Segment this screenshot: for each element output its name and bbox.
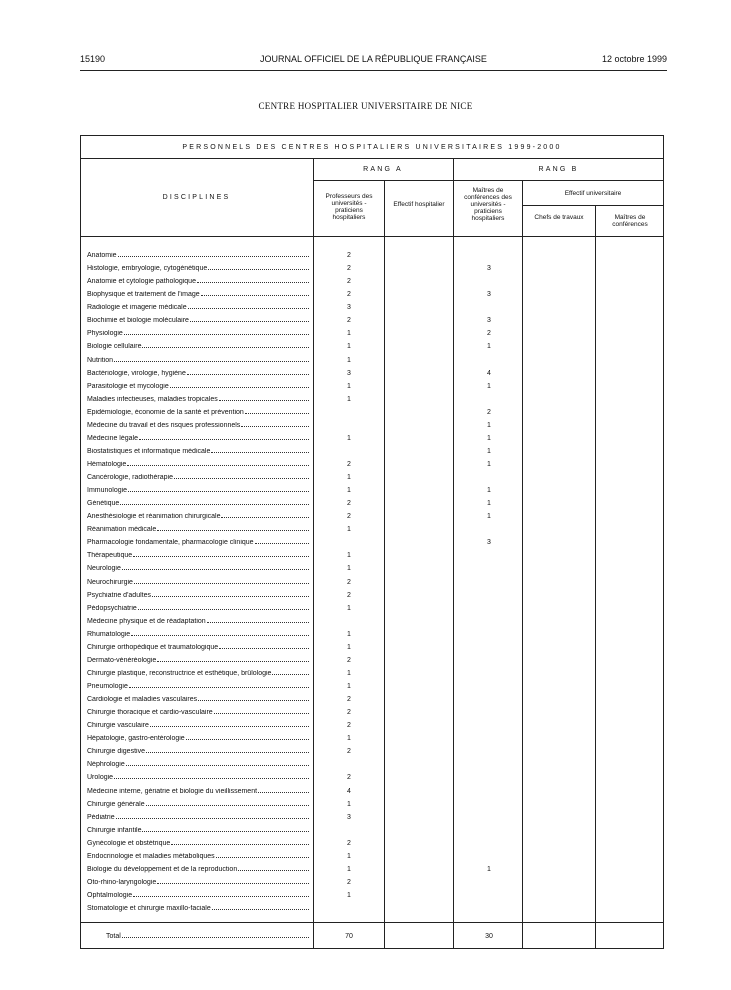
rang-a-value: 2 bbox=[347, 878, 351, 886]
table-row bbox=[82, 394, 662, 407]
leader-dots bbox=[157, 530, 309, 531]
total-row bbox=[82, 931, 662, 944]
leader-dots bbox=[142, 831, 309, 832]
rang-a-value: 2 bbox=[347, 265, 351, 273]
leader-dots bbox=[122, 569, 309, 570]
table-row bbox=[82, 681, 662, 694]
discipline-label: Histologie, embryologie, cytogénétique bbox=[87, 265, 208, 273]
rang-b-value: 3 bbox=[487, 291, 491, 299]
table-row bbox=[82, 577, 662, 590]
rang-b-value: 4 bbox=[487, 369, 491, 377]
leader-dots bbox=[221, 517, 309, 518]
table-row bbox=[82, 733, 662, 746]
discipline-label: Médecine légale bbox=[87, 434, 138, 442]
rang-a-value: 1 bbox=[347, 487, 351, 495]
table-row bbox=[82, 368, 662, 381]
leader-dots bbox=[120, 504, 309, 505]
table-row bbox=[82, 746, 662, 759]
leader-dots bbox=[128, 491, 309, 492]
rang-a-value: 1 bbox=[347, 382, 351, 390]
total-label: Total bbox=[106, 933, 121, 940]
rang-a-value: 1 bbox=[347, 800, 351, 808]
rang-b-value: 1 bbox=[487, 500, 491, 508]
leader-dots bbox=[122, 937, 309, 938]
rang-b-value: 1 bbox=[487, 487, 491, 495]
discipline-label: Psychiatrie d'adultes bbox=[87, 591, 151, 599]
discipline-label: Pédopsychiatrie bbox=[87, 604, 137, 612]
leader-dots bbox=[150, 726, 309, 727]
table-row bbox=[82, 341, 662, 354]
discipline-label: Anatomie et cytologie pathologique bbox=[87, 278, 196, 286]
rang-a-value: 3 bbox=[347, 304, 351, 312]
leader-dots bbox=[186, 739, 309, 740]
effectif-hospitalier-header: Effectif hospitalier bbox=[393, 201, 445, 208]
discipline-label: Gynécologie et obstétrique bbox=[87, 839, 171, 847]
table-row bbox=[82, 877, 662, 890]
rang-a-value: 1 bbox=[347, 643, 351, 651]
discipline-label: Biostatistiques et informatique médicale bbox=[87, 447, 211, 455]
leader-dots bbox=[114, 778, 309, 779]
chefs-travaux-header: Chefs de travaux bbox=[534, 214, 584, 221]
rang-a-value: 2 bbox=[347, 656, 351, 664]
rang-b-value: 1 bbox=[487, 447, 491, 455]
discipline-label: Chirurgie infantile bbox=[87, 826, 142, 834]
discipline-label: Anatomie bbox=[87, 252, 117, 259]
discipline-label: Anesthésiologie et réanimation chirurgicale bbox=[87, 513, 221, 521]
table-row bbox=[82, 563, 662, 576]
table-row bbox=[82, 537, 662, 550]
table-row bbox=[82, 498, 662, 511]
discipline-label: Médecine du travail et des risques professionnels bbox=[87, 421, 241, 429]
table-row bbox=[82, 524, 662, 537]
discipline-label: Nutrition bbox=[87, 356, 114, 364]
rang-a-value: 2 bbox=[347, 513, 351, 521]
rang-a-value: 1 bbox=[347, 891, 351, 899]
table-row bbox=[82, 694, 662, 707]
table-row bbox=[82, 550, 662, 563]
discipline-label: Néphrologie bbox=[87, 761, 125, 769]
leader-dots bbox=[198, 700, 309, 701]
rang-a-value: 2 bbox=[347, 317, 351, 325]
discipline-label: Biologie cellulaire bbox=[87, 343, 142, 351]
leader-dots bbox=[190, 321, 309, 322]
table-row bbox=[82, 250, 662, 263]
leader-dots bbox=[258, 792, 309, 793]
leader-dots bbox=[114, 361, 309, 362]
rang-b-value: 1 bbox=[487, 461, 491, 468]
rang-a-value: 1 bbox=[347, 474, 351, 481]
journal-title: JOURNAL OFFICIEL DE LA RÉPUBLIQUE FRANÇAISE bbox=[260, 54, 487, 64]
discipline-label: Physiologie bbox=[87, 330, 123, 338]
discipline-label: Urologie bbox=[87, 774, 114, 782]
discipline-label: Chirurgie générale bbox=[87, 800, 145, 808]
discipline-label: Ophtalmologie bbox=[87, 891, 133, 899]
table-row bbox=[82, 838, 662, 851]
leader-dots bbox=[127, 465, 309, 466]
rang-a-value: 2 bbox=[347, 291, 351, 299]
leader-dots bbox=[174, 478, 309, 479]
rang-b-header: RANG B bbox=[538, 166, 579, 173]
table-row bbox=[82, 825, 662, 838]
page-number: 15190 bbox=[80, 54, 106, 64]
discipline-label: Neurochirurgie bbox=[87, 578, 133, 586]
table-row bbox=[82, 616, 662, 629]
rang-b-value: 1 bbox=[487, 434, 491, 442]
table-row bbox=[82, 720, 662, 733]
discipline-label: Pédiatrie bbox=[87, 813, 115, 821]
leader-dots bbox=[197, 282, 309, 283]
publication-date: 12 octobre 1999 bbox=[601, 54, 667, 64]
rang-a-value: 1 bbox=[347, 526, 351, 534]
table-row bbox=[82, 407, 662, 420]
table-row bbox=[82, 459, 662, 472]
leader-dots bbox=[138, 609, 309, 610]
discipline-label: Hépatologie, gastro-entérologie bbox=[87, 735, 185, 743]
rang-a-value: 1 bbox=[347, 735, 351, 743]
rang-a-value: 2 bbox=[347, 252, 351, 259]
rang-a-value: 1 bbox=[347, 630, 351, 638]
leader-dots bbox=[208, 269, 309, 270]
rang-b-value: 1 bbox=[487, 421, 491, 429]
leader-dots bbox=[139, 439, 309, 440]
rang-a-value: 2 bbox=[347, 722, 351, 730]
leader-dots bbox=[131, 635, 309, 636]
leader-dots bbox=[124, 334, 309, 335]
leader-dots bbox=[129, 687, 309, 688]
rang-a-value: 2 bbox=[347, 500, 351, 508]
rang-a-value: 3 bbox=[347, 369, 351, 377]
rang-a-value: 1 bbox=[347, 434, 351, 442]
table-row bbox=[82, 668, 662, 681]
rang-a-value: 2 bbox=[347, 696, 351, 703]
discipline-label: Radiologie et imagerie médicale bbox=[87, 304, 187, 312]
rang-b-value: 3 bbox=[487, 317, 491, 325]
rang-b-value: 2 bbox=[487, 408, 491, 416]
leader-dots bbox=[187, 374, 309, 375]
rang-a-value: 1 bbox=[347, 552, 351, 560]
leader-dots bbox=[134, 583, 309, 584]
discipline-label: Pneumologie bbox=[87, 683, 128, 690]
table-caption: PERSONNELS DES CENTRES HOSPITALIERS UNIVERSITAIRES 1999-2000 bbox=[182, 144, 562, 151]
table-row bbox=[82, 799, 662, 812]
disciplines-header: DISCIPLINES bbox=[162, 194, 231, 201]
discipline-label: Epidémiologie, économie de la santé et prévention bbox=[87, 408, 244, 416]
discipline-label: Chirurgie plastique, reconstructrice et esthétique, brûlologie bbox=[87, 669, 272, 677]
rang-a-value: 1 bbox=[347, 565, 351, 573]
table-row bbox=[82, 433, 662, 446]
table-row bbox=[82, 851, 662, 864]
rang-a-value: 2 bbox=[347, 591, 351, 599]
rang-a-value: 1 bbox=[347, 669, 351, 677]
discipline-label: Chirurgie vasculaire bbox=[87, 722, 149, 730]
rang-a-value: 4 bbox=[347, 787, 351, 795]
leader-dots bbox=[214, 713, 309, 714]
leader-dots bbox=[201, 295, 309, 296]
leader-dots bbox=[238, 870, 309, 871]
leader-dots bbox=[219, 400, 309, 401]
rang-a-value: 1 bbox=[347, 330, 351, 338]
table-row bbox=[82, 759, 662, 772]
rang-a-value: 3 bbox=[347, 813, 351, 821]
leader-dots bbox=[133, 556, 309, 557]
discipline-label: Chirurgie digestive bbox=[87, 748, 145, 756]
maitres-conf-ph-header: Maîtres de conférences des universités - praticiens hospitaliers bbox=[464, 187, 512, 222]
leader-dots bbox=[142, 347, 309, 348]
rule-effectif-univ-bottom bbox=[522, 205, 664, 206]
leader-dots bbox=[212, 909, 309, 910]
table-row bbox=[82, 446, 662, 459]
table-row bbox=[82, 655, 662, 668]
discipline-label: Hématologie bbox=[87, 461, 127, 468]
discipline-label: Parasitologie et mycologie bbox=[87, 382, 169, 390]
table-row bbox=[82, 315, 662, 328]
leader-dots bbox=[157, 883, 309, 884]
rang-a-value: 1 bbox=[347, 343, 351, 351]
leader-dots bbox=[170, 387, 309, 388]
rang-b-value: 1 bbox=[487, 343, 491, 351]
table-row bbox=[82, 772, 662, 785]
rang-b-value: 1 bbox=[487, 513, 491, 521]
header-rule bbox=[80, 70, 667, 71]
rang-a-value: 2 bbox=[347, 278, 351, 286]
table-row bbox=[82, 642, 662, 655]
table-row bbox=[82, 263, 662, 276]
discipline-label: Chirurgie thoracique et cardio-vasculaire bbox=[87, 709, 213, 717]
discipline-label: Bactériologie, virologie, hygiène bbox=[87, 369, 186, 377]
table-row bbox=[82, 289, 662, 302]
table-row bbox=[82, 511, 662, 524]
rule-rang-bottom bbox=[313, 180, 664, 181]
table-row bbox=[82, 420, 662, 433]
discipline-label: Thérapeutique bbox=[87, 552, 133, 560]
discipline-label: Réanimation médicale bbox=[87, 526, 157, 534]
total-rang-b: 30 bbox=[485, 933, 493, 940]
leader-dots bbox=[219, 648, 309, 649]
discipline-label: Cardiologie et maladies vasculaires bbox=[87, 696, 198, 703]
discipline-label: Maladies infectieuses, maladies tropicales bbox=[87, 395, 218, 403]
rang-a-value: 2 bbox=[347, 461, 351, 468]
rang-a-value: 1 bbox=[347, 683, 351, 690]
rang-a-value: 2 bbox=[347, 578, 351, 586]
table-row bbox=[82, 786, 662, 799]
rule-header-bottom bbox=[80, 236, 664, 237]
leader-dots bbox=[272, 674, 309, 675]
rule-total-top bbox=[80, 922, 664, 923]
page-header bbox=[80, 54, 667, 68]
rang-a-value: 1 bbox=[347, 356, 351, 364]
table-row bbox=[82, 472, 662, 485]
table-row bbox=[82, 629, 662, 642]
table-row bbox=[82, 381, 662, 394]
discipline-label: Immunologie bbox=[87, 487, 128, 495]
discipline-label: Endocrinologie et maladies métaboliques bbox=[87, 852, 215, 860]
rang-a-value: 2 bbox=[347, 774, 351, 782]
table-row bbox=[82, 890, 662, 903]
discipline-label: Stomatologie et chirurgie maxillo-faciale bbox=[87, 905, 211, 912]
table-row bbox=[82, 485, 662, 498]
rang-b-value: 3 bbox=[487, 265, 491, 273]
leader-dots bbox=[152, 596, 309, 597]
leader-dots bbox=[146, 805, 309, 806]
document-title: CENTRE HOSPITALIER UNIVERSITAIRE DE NICE bbox=[258, 101, 473, 111]
rang-a-value: 1 bbox=[347, 852, 351, 860]
discipline-label: Rhumatologie bbox=[87, 630, 131, 638]
rang-b-value: 1 bbox=[487, 865, 491, 873]
leader-dots bbox=[171, 844, 309, 845]
rang-b-value: 2 bbox=[487, 330, 491, 338]
table-row bbox=[82, 864, 662, 877]
leader-dots bbox=[255, 543, 309, 544]
table-row bbox=[82, 812, 662, 825]
rang-a-value: 2 bbox=[347, 839, 351, 847]
leader-dots bbox=[116, 818, 309, 819]
rule-caption-bottom bbox=[80, 158, 664, 159]
rang-a-value: 1 bbox=[347, 604, 351, 612]
leader-dots bbox=[146, 752, 309, 753]
discipline-label: Oto-rhino-laryngologie bbox=[87, 878, 157, 886]
leader-dots bbox=[188, 308, 309, 309]
table-row bbox=[82, 302, 662, 315]
table-row bbox=[82, 603, 662, 616]
discipline-label: Médecine physique et de réadaptation bbox=[87, 617, 206, 625]
leader-dots bbox=[207, 622, 309, 623]
discipline-label: Neurologie bbox=[87, 565, 121, 573]
leader-dots bbox=[216, 857, 309, 858]
leader-dots bbox=[157, 661, 309, 662]
discipline-label: Génétique bbox=[87, 500, 120, 508]
discipline-label: Biologie du développement et de la reproduction bbox=[87, 865, 238, 873]
rang-a-header: RANG A bbox=[363, 166, 403, 173]
leader-dots bbox=[126, 765, 309, 766]
discipline-label: Biochimie et biologie moléculaire bbox=[87, 317, 189, 325]
table-row bbox=[82, 276, 662, 289]
table-row bbox=[82, 590, 662, 603]
table-row bbox=[82, 328, 662, 341]
table-row bbox=[82, 355, 662, 368]
discipline-label: Biophysique et traitement de l'image bbox=[87, 291, 200, 299]
discipline-label: Pharmacologie fondamentale, pharmacologie clinique bbox=[87, 539, 254, 547]
table-row bbox=[82, 707, 662, 720]
leader-dots bbox=[133, 896, 309, 897]
discipline-label: Dermato-vénéréologie bbox=[87, 656, 157, 664]
rang-a-value: 1 bbox=[347, 865, 351, 873]
table-row bbox=[82, 903, 662, 916]
discipline-label: Cancérologie, radiothérapie bbox=[87, 474, 173, 481]
leader-dots bbox=[118, 256, 309, 257]
rang-a-value: 2 bbox=[347, 709, 351, 717]
leader-dots bbox=[245, 413, 309, 414]
rang-a-value: 1 bbox=[347, 395, 351, 403]
rang-a-value: 2 bbox=[347, 748, 351, 756]
discipline-label: Chirurgie orthopédique et traumatologique bbox=[87, 643, 219, 651]
total-rang-a: 70 bbox=[345, 933, 353, 940]
professeurs-header: Professeurs des universités - praticiens hospitaliers bbox=[325, 193, 373, 221]
rang-b-value: 1 bbox=[487, 382, 491, 390]
leader-dots bbox=[241, 426, 309, 427]
leader-dots bbox=[211, 452, 309, 453]
discipline-label: Médecine interne, gériatrie et biologie du vieillissement bbox=[87, 787, 258, 795]
maitres-conferences-header: Maîtres de conférences bbox=[612, 214, 648, 228]
rang-b-value: 3 bbox=[487, 539, 491, 547]
effectif-universitaire-header: Effectif universitaire bbox=[564, 190, 622, 197]
